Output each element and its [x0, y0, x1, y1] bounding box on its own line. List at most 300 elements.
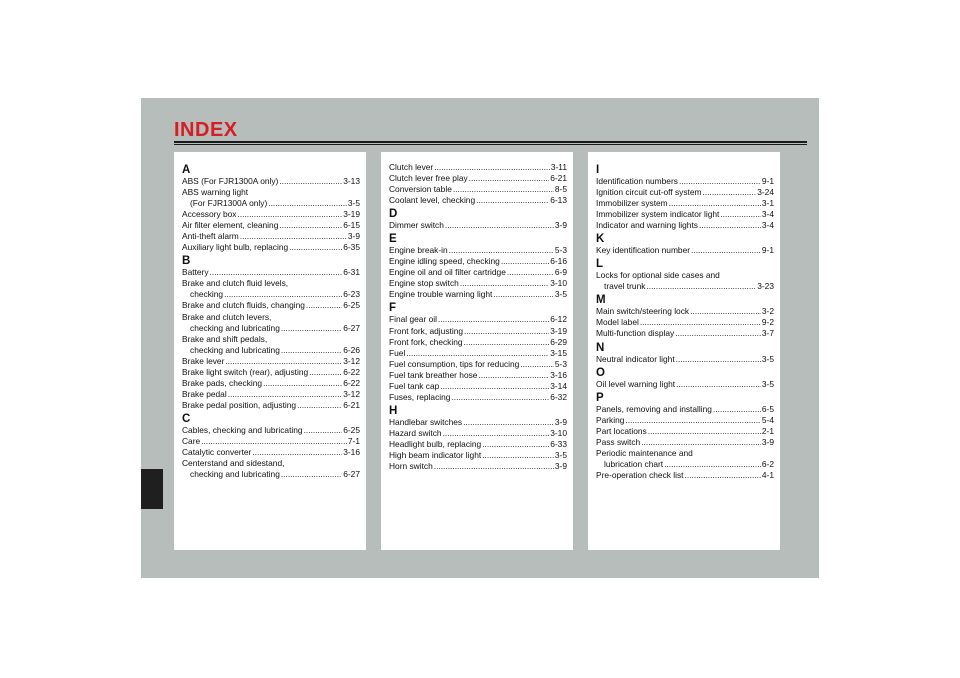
index-entry-text: checking — [190, 289, 224, 300]
dot-leader — [507, 267, 554, 278]
index-entry-text: Front fork, adjusting — [389, 325, 464, 336]
index-entry-text: Indicator and warning lights — [596, 220, 698, 231]
index-entry-text: Engine stop switch — [389, 278, 459, 289]
index-entry — [182, 267, 360, 278]
index-entry — [389, 461, 567, 472]
index-entry-text: Accessory box — [182, 209, 237, 220]
dot-leader — [664, 459, 761, 470]
index-entry-text: lubrication chart — [604, 458, 664, 469]
index-entry-heading: ABS warning light — [182, 187, 249, 198]
index-entry — [596, 379, 774, 390]
dot-leader — [440, 381, 549, 392]
dot-leader — [703, 187, 757, 198]
index-entry-row — [182, 231, 360, 242]
index-entry-page: 3-9 — [554, 220, 567, 231]
index-entry-text: Part locations — [596, 425, 647, 436]
index-entry-page: 9-2 — [761, 317, 774, 328]
index-entry-page: 6-31 — [343, 267, 360, 278]
index-entry-row — [596, 209, 774, 220]
index-entry-page: 6-35 — [343, 242, 360, 253]
index-entry-row — [182, 323, 360, 334]
index-entry-row — [389, 417, 567, 428]
dot-leader — [451, 392, 549, 403]
index-entry — [389, 370, 567, 381]
index-entry — [596, 306, 774, 317]
index-entry-page: 3-2 — [761, 306, 774, 317]
index-entry — [182, 231, 360, 242]
index-entry — [596, 354, 774, 365]
index-entry-row — [389, 278, 567, 289]
index-entry-text: Fuel tank cap — [389, 380, 440, 391]
dot-leader — [669, 198, 761, 209]
index-entry-page: 8-5 — [554, 184, 567, 195]
dot-leader — [279, 220, 342, 231]
dot-leader — [201, 436, 347, 447]
index-entry-page: 6-33 — [550, 438, 567, 449]
index-entry-page: 9-1 — [761, 176, 774, 186]
index-entry-page: 3-1 — [761, 198, 774, 209]
index-entry-row — [389, 337, 567, 348]
index-entry — [596, 448, 774, 470]
index-entry-text: checking and lubricating — [190, 344, 280, 355]
index-entry-page: 3-7 — [761, 328, 774, 339]
dot-leader — [469, 173, 550, 184]
dot-leader — [648, 426, 761, 437]
index-entry-text: checking and lubricating — [190, 322, 280, 333]
index-entry-heading: Locks for optional side cases and — [596, 270, 720, 281]
index-entry-row — [182, 300, 360, 311]
index-entry-page: 3-10 — [550, 278, 567, 289]
dot-leader — [478, 370, 549, 381]
index-entry-page: 3-5 — [554, 289, 567, 300]
dot-leader — [225, 356, 342, 367]
index-entry-page: 3-16 — [343, 447, 360, 458]
dot-leader — [210, 267, 343, 278]
index-entry-row — [182, 447, 360, 458]
index-entry — [182, 389, 360, 400]
index-entry — [389, 348, 567, 359]
index-section-letter: H — [389, 404, 398, 417]
index-entry-text: Coolant level, checking — [389, 195, 476, 206]
index-entry-row — [182, 267, 360, 278]
index-entry-page: 5-3 — [554, 358, 567, 369]
index-entry-text: Brake pads, checking — [182, 377, 263, 388]
index-entry — [389, 359, 567, 370]
index-entry-page: 3-9 — [554, 461, 567, 472]
dot-leader — [304, 425, 343, 436]
index-entry-page: 3-9 — [761, 436, 774, 447]
dot-leader — [289, 242, 342, 253]
index-entry-text: (For FJR1300A only) — [190, 198, 268, 209]
index-entry — [389, 337, 567, 348]
index-entry-text: Engine oil and oil filter cartridge — [389, 267, 506, 278]
index-entry-page: 6-22 — [343, 366, 360, 377]
index-entry-row — [389, 173, 567, 184]
index-entry-text: Main switch/steering lock — [596, 306, 690, 317]
index-entry-page: 3-11 — [550, 162, 567, 172]
index-entry-text: Immobilizer system — [596, 198, 668, 209]
index-entry — [182, 425, 360, 436]
index-entry-row — [182, 176, 360, 187]
dot-leader — [445, 220, 554, 231]
index-section-letter: D — [389, 208, 398, 221]
index-entry — [182, 312, 360, 334]
index-entry-text: Headlight bulb, replacing — [389, 438, 482, 449]
index-entry-row — [182, 198, 360, 209]
index-entry-text: Key identification number — [596, 245, 691, 256]
dot-leader — [679, 176, 761, 187]
index-entry — [182, 400, 360, 411]
index-entry-text: travel trunk — [604, 281, 646, 292]
index-section-letter: P — [596, 391, 604, 404]
dot-leader — [713, 404, 761, 415]
index-entry-page: 7-1 — [347, 435, 360, 446]
dot-leader — [675, 328, 761, 339]
index-entry-page: 3-12 — [343, 355, 360, 366]
index-entry-page: 6-23 — [343, 289, 360, 300]
index-entry-row — [596, 470, 774, 481]
index-entry-page: 3-10 — [550, 427, 567, 438]
dot-leader — [252, 447, 342, 458]
index-entry-text: Handlebar switches — [389, 416, 463, 427]
index-entry-page: 6-9 — [554, 267, 567, 278]
index-entry-page: 2-1 — [761, 425, 774, 436]
index-entry-text: Air filter element, cleaning — [182, 220, 279, 231]
index-entry-heading: Brake and shift pedals, — [182, 333, 268, 344]
index-entry-row — [596, 220, 774, 231]
index-entry-page: 5-3 — [554, 245, 567, 256]
index-entry-text: Multi-function display — [596, 328, 675, 339]
index-entry-row — [389, 359, 567, 370]
index-entry — [389, 195, 567, 206]
index-entry-page: 3-24 — [757, 187, 774, 198]
index-entry-row — [389, 314, 567, 325]
dot-leader — [690, 306, 761, 317]
index-entry-text: checking and lubricating — [190, 469, 280, 480]
index-entry-row — [389, 245, 567, 256]
dot-leader — [482, 450, 554, 461]
index-entry-page: 9-1 — [761, 245, 774, 256]
index-entry-text: Fuel tank breather hose — [389, 369, 478, 380]
index-entry-row — [182, 209, 360, 220]
dot-leader — [646, 281, 756, 292]
index-entry — [182, 436, 360, 447]
page-title: INDEX — [174, 119, 238, 141]
index-entry-row — [182, 242, 360, 253]
index-entry-text: Pre-operation check list — [596, 469, 684, 480]
index-entry-text: Identification numbers — [596, 176, 678, 186]
index-entry-heading: Brake and clutch fluid levels, — [182, 278, 289, 289]
index-entry-row — [596, 354, 774, 365]
index-section-letter: B — [182, 255, 191, 268]
index-entry — [389, 450, 567, 461]
index-entry — [389, 173, 567, 184]
index-entry-row — [596, 245, 774, 256]
index-entry — [596, 437, 774, 448]
index-entry-row — [596, 437, 774, 448]
index-entry — [596, 198, 774, 209]
index-section-letter: O — [596, 366, 605, 379]
dot-leader — [237, 209, 342, 220]
dot-leader — [306, 300, 342, 311]
chapter-side-tab — [141, 469, 163, 509]
index-entry-heading: Brake and clutch levers, — [182, 311, 272, 322]
index-entry — [596, 317, 774, 328]
index-entry — [596, 187, 774, 198]
index-entry — [182, 278, 360, 300]
index-entry-page: 6-27 — [343, 469, 360, 480]
index-section-letter: A — [182, 164, 191, 176]
index-entry-page: 3-5 — [347, 198, 360, 209]
index-entry-text: Neutral indicator light — [596, 353, 675, 364]
index-entry-row — [389, 450, 567, 461]
dot-leader — [464, 337, 550, 348]
dot-leader — [281, 345, 342, 356]
index-entry-text: Anti-theft alarm — [182, 231, 239, 242]
index-entry — [182, 356, 360, 367]
index-entry-row — [389, 256, 567, 267]
index-entry-page: 3-19 — [550, 325, 567, 336]
index-entry-row — [389, 184, 567, 195]
index-entry-row — [389, 162, 567, 173]
index-entry — [596, 176, 774, 187]
index-column-3 — [588, 152, 780, 550]
index-entry-page: 3-23 — [757, 281, 774, 292]
index-entry — [596, 270, 774, 292]
index-section-letter: M — [596, 294, 606, 307]
index-entry-text: Engine idling speed, checking — [389, 256, 500, 267]
index-entry-row — [596, 426, 774, 437]
index-entry — [596, 404, 774, 415]
index-entry — [389, 417, 567, 428]
index-entry-page: 6-15 — [343, 220, 360, 231]
index-entry-row — [596, 306, 774, 317]
index-entry-page: 3-5 — [761, 353, 774, 364]
index-entry-row — [182, 367, 360, 378]
index-entry — [182, 209, 360, 220]
index-entry-page: 5-4 — [761, 414, 774, 425]
index-column-2 — [381, 152, 573, 550]
dot-leader — [434, 162, 550, 173]
dot-leader — [676, 379, 761, 390]
index-entry-row — [389, 392, 567, 403]
index-entry-row — [596, 404, 774, 415]
index-entry-row — [182, 220, 360, 231]
index-entry-row — [596, 379, 774, 390]
index-section-letter: C — [182, 412, 191, 425]
index-entry-text: Care — [182, 435, 201, 446]
dot-leader — [438, 314, 549, 325]
dot-leader — [443, 428, 550, 439]
dot-leader — [228, 389, 343, 400]
index-entry-page: 3-14 — [550, 380, 567, 391]
index-entry-text: Ignition circuit cut-off system — [596, 187, 702, 198]
index-entry-page: 6-22 — [343, 377, 360, 388]
index-section-letter: K — [596, 233, 605, 246]
index-entry-text: Catalytic converter — [182, 447, 252, 458]
index-entry-page: 3-15 — [550, 347, 567, 358]
index-entry-text: Engine break-in — [389, 245, 448, 256]
index-entry-text: Parking — [596, 414, 625, 425]
index-entry-text: Clutch lever free play — [389, 173, 468, 184]
index-entry-row — [389, 461, 567, 472]
index-section-letter: E — [389, 233, 397, 246]
index-entry-row — [182, 389, 360, 400]
index-entry-page: 3-5 — [761, 378, 774, 389]
index-entry — [182, 187, 360, 209]
index-entry-text: Fuel — [389, 347, 406, 358]
index-entry-heading: Periodic maintenance and — [596, 447, 693, 458]
index-entry-text: Front fork, checking — [389, 336, 463, 347]
dot-leader — [720, 209, 761, 220]
index-entry — [182, 176, 360, 187]
index-entry-row — [182, 356, 360, 367]
index-entry-page: 6-26 — [343, 344, 360, 355]
index-entry-page: 6-25 — [343, 300, 360, 311]
index-entry-text: Final gear oil — [389, 314, 437, 325]
index-entry-page: 6-21 — [343, 399, 360, 410]
index-section-letter: N — [596, 341, 605, 354]
index-entry-text: Brake pedal — [182, 388, 227, 399]
dot-leader — [406, 348, 549, 359]
dot-leader — [641, 437, 761, 448]
index-entry-text: Auxiliary light bulb, replacing — [182, 242, 289, 253]
title-rule-thick — [174, 141, 807, 143]
index-entry — [182, 220, 360, 231]
dot-leader — [482, 439, 549, 450]
index-entry — [182, 334, 360, 356]
index-entry-page: 3-4 — [761, 209, 774, 220]
index-entry-page: 6-16 — [550, 256, 567, 267]
index-section-letter: L — [596, 258, 604, 271]
index-entry — [596, 328, 774, 339]
index-entry-row — [596, 176, 774, 187]
index-entry-row — [389, 326, 567, 337]
index-entry-page: 6-21 — [550, 173, 567, 184]
index-entry — [596, 470, 774, 481]
index-entry-page: 6-5 — [761, 403, 774, 414]
index-entry-row — [182, 425, 360, 436]
index-entry-row — [389, 195, 567, 206]
index-entry — [389, 381, 567, 392]
index-entry-heading: Centerstand and sidestand, — [182, 458, 285, 469]
index-entry — [389, 439, 567, 450]
index-entry-page: 6-27 — [343, 322, 360, 333]
dot-leader — [460, 278, 549, 289]
index-entry-row — [389, 220, 567, 231]
dot-leader — [309, 367, 342, 378]
index-entry — [182, 458, 360, 480]
index-entry-text: Model label — [596, 317, 639, 328]
index-entry-row — [596, 281, 774, 292]
index-entry — [596, 209, 774, 220]
dot-leader — [625, 415, 760, 426]
dot-leader — [240, 231, 347, 242]
index-entry — [182, 447, 360, 458]
index-entry — [389, 267, 567, 278]
index-entry-page: 3-16 — [550, 369, 567, 380]
index-entry-text: Engine trouble warning light — [389, 289, 493, 300]
index-entry-text: Panels, removing and installing — [596, 403, 712, 414]
index-entry-page: 3-12 — [343, 388, 360, 399]
dot-leader — [463, 417, 554, 428]
dot-leader — [281, 469, 342, 480]
index-entry-page: 6-25 — [343, 424, 360, 435]
index-entry-page: 3-9 — [554, 416, 567, 427]
index-entry-text: Fuses, replacing — [389, 391, 451, 402]
index-entry — [389, 289, 567, 300]
index-entry-row — [182, 400, 360, 411]
index-section-letter: F — [389, 302, 397, 315]
index-entry — [182, 300, 360, 311]
dot-leader — [699, 220, 761, 231]
index-entry-row — [596, 198, 774, 209]
index-entry-row — [182, 436, 360, 447]
dot-leader — [691, 245, 761, 256]
index-entry-page: 3-13 — [343, 176, 360, 186]
index-entry-text: Brake lever — [182, 355, 225, 366]
index-entry-text: ABS (For FJR1300A only) — [182, 176, 279, 186]
dot-leader — [281, 323, 342, 334]
index-entry — [182, 378, 360, 389]
index-column-1 — [174, 152, 366, 550]
index-entry-row — [596, 317, 774, 328]
index-entry — [389, 392, 567, 403]
dot-leader — [279, 176, 342, 187]
index-entry-row — [182, 378, 360, 389]
index-entry — [389, 220, 567, 231]
index-entry — [596, 220, 774, 231]
index-entry-page: 6-32 — [550, 391, 567, 402]
index-entry — [389, 278, 567, 289]
dot-leader — [476, 195, 549, 206]
dot-leader — [685, 470, 761, 481]
index-entry-row — [596, 415, 774, 426]
index-entry-row — [389, 289, 567, 300]
index-entry-row — [596, 328, 774, 339]
index-entry-row — [389, 267, 567, 278]
index-entry-row — [389, 381, 567, 392]
index-entry-row — [596, 459, 774, 470]
index-entry-row — [182, 469, 360, 480]
index-entry — [389, 314, 567, 325]
dot-leader — [520, 359, 554, 370]
index-entry — [389, 162, 567, 173]
dot-leader — [493, 289, 554, 300]
index-entry — [389, 428, 567, 439]
index-entry-text: Horn switch — [389, 461, 433, 472]
dot-leader — [434, 461, 554, 472]
dot-leader — [640, 317, 761, 328]
index-entry-page: 3-9 — [347, 231, 360, 242]
index-entry-text: Brake and clutch fluids, changing — [182, 300, 305, 311]
index-entry — [596, 415, 774, 426]
index-entry-row — [182, 289, 360, 300]
index-entry — [596, 245, 774, 256]
index-entry-page: 6-13 — [550, 195, 567, 206]
index-entry — [389, 326, 567, 337]
index-entry-text: Pass switch — [596, 436, 641, 447]
index-entry — [182, 367, 360, 378]
index-entry-row — [389, 370, 567, 381]
index-entry-text: Conversion table — [389, 184, 452, 195]
index-entry-text: Cables, checking and lubricating — [182, 424, 303, 435]
index-entry-text: Battery — [182, 267, 209, 278]
index-entry-text: Immobilizer system indicator light — [596, 209, 720, 220]
index-entry-row — [389, 439, 567, 450]
index-entry-page: 6-2 — [761, 458, 774, 469]
index-entry-text: Fuel consumption, tips for reducing — [389, 358, 520, 369]
